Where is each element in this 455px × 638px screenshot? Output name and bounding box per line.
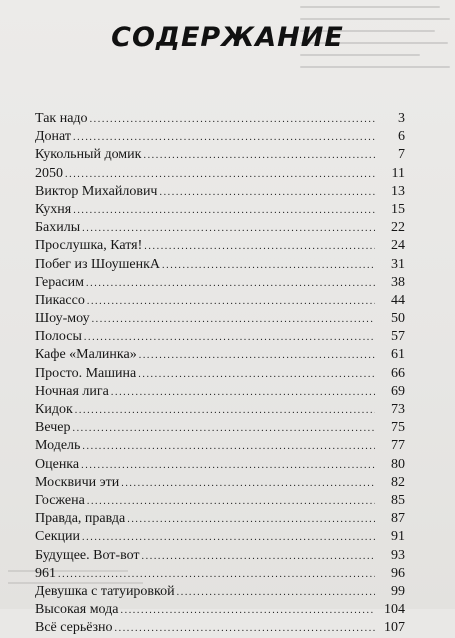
toc-entry	[35, 601, 405, 619]
toc-entry-page: 80	[391, 456, 405, 472]
toc-entry-title: Вечер	[35, 420, 71, 436]
toc-entry	[35, 201, 405, 219]
toc-entry-page: 91	[391, 529, 405, 545]
toc-leader-dots	[144, 238, 375, 256]
toc-entry-page: 61	[391, 347, 405, 363]
toc-leader-dots	[121, 602, 376, 620]
page-title: СОДЕРЖАНИЕ	[111, 22, 344, 53]
toc-leader-dots	[90, 111, 375, 129]
toc-entry	[35, 165, 405, 183]
toc-entry-page: 107	[384, 620, 405, 636]
toc-entry	[35, 346, 405, 364]
toc-entry-page: 77	[391, 438, 405, 454]
toc-entry-page: 11	[391, 165, 405, 181]
toc-entry-page: 24	[391, 238, 405, 254]
toc-leader-dots	[111, 384, 375, 402]
toc-entry-page: 15	[391, 201, 405, 217]
toc-entry-title: Герасим	[35, 274, 85, 290]
toc-entry-page: 75	[391, 420, 405, 436]
toc-leader-dots	[82, 438, 375, 456]
toc-entry-title: Бахилы	[35, 220, 81, 236]
toc-entry	[35, 219, 405, 237]
toc-entry-title: Оценка	[35, 456, 80, 472]
toc-entry-page: 44	[391, 292, 405, 308]
toc-entry-title: 961	[35, 565, 56, 581]
toc-entry-page: 31	[391, 256, 405, 272]
toc-entry-page: 7	[398, 147, 405, 163]
toc-entry	[35, 528, 405, 546]
toc-entry	[35, 292, 405, 310]
toc-entry-title: Кидок	[35, 402, 73, 417]
toc-leader-dots	[81, 457, 375, 475]
toc-leader-dots	[82, 220, 375, 238]
toc-entry	[35, 365, 405, 383]
toc-leader-dots	[86, 275, 375, 293]
toc-entry-title: 2050	[35, 165, 63, 181]
toc-entry	[35, 237, 405, 255]
toc-entry	[35, 619, 405, 637]
toc-leader-dots	[177, 584, 375, 602]
toc-leader-dots	[143, 147, 375, 165]
toc-entry-title: Кафе «Малинка»	[35, 347, 137, 363]
toc-entry-title: Кухня	[35, 201, 72, 217]
toc-leader-dots	[65, 166, 375, 184]
toc-leader-dots	[87, 293, 375, 311]
toc-entry	[35, 110, 405, 128]
toc-entry-page: 82	[391, 474, 405, 490]
toc-entry	[35, 510, 405, 528]
toc-entry	[35, 183, 405, 201]
toc-leader-dots	[92, 311, 375, 329]
toc-entry	[35, 583, 405, 601]
toc-entry-title: Высокая мода	[35, 602, 119, 618]
toc-entry-page: 6	[398, 129, 405, 145]
toc-leader-dots	[121, 475, 375, 493]
toc-entry-title: Побег из ШоушенкА	[35, 256, 161, 272]
toc-entry	[35, 419, 405, 437]
toc-entry-title: Будущее. Вот-вот	[35, 547, 140, 563]
toc-entry-page: 38	[391, 274, 405, 290]
toc-entry-title: Шоу-моу	[35, 311, 90, 327]
toc-entry-page: 13	[391, 183, 405, 199]
toc-leader-dots	[73, 202, 375, 220]
toc-entry	[35, 437, 405, 455]
toc-leader-dots	[142, 548, 375, 566]
toc-entry-page: 57	[391, 329, 405, 345]
toc-entry-title: Просто. Машина	[35, 365, 137, 381]
toc-entry-page: 50	[391, 311, 405, 327]
toc-entry-page: 85	[391, 492, 405, 508]
toc-entry	[35, 146, 405, 164]
toc-entry-title: Госжена	[35, 492, 85, 508]
toc-entry-page: 93	[391, 547, 405, 563]
toc-leader-dots	[84, 329, 375, 347]
toc-entry	[35, 492, 405, 510]
toc-entry-page: 104	[384, 602, 405, 618]
toc-entry-page: 22	[391, 220, 405, 236]
toc-leader-dots	[138, 366, 375, 384]
table-of-contents	[35, 110, 405, 637]
toc-entry	[35, 401, 405, 419]
toc-entry-title: Донат	[35, 129, 72, 145]
toc-entry-title: Полосы	[35, 329, 82, 345]
toc-entry	[35, 310, 405, 328]
toc-leader-dots	[115, 620, 376, 638]
toc-leader-dots	[82, 529, 375, 547]
toc-entry	[35, 547, 405, 565]
toc-entry	[35, 456, 405, 474]
toc-entry-title: Девушка с татуировкой	[35, 583, 175, 599]
toc-entry-title: Ночная лига	[35, 383, 109, 399]
toc-entry-title: Модель	[35, 438, 81, 454]
toc-entry	[35, 328, 405, 346]
toc-entry	[35, 274, 405, 292]
toc-entry-page: 3	[398, 111, 405, 126]
toc-entry	[35, 128, 405, 146]
toc-entry	[35, 256, 405, 274]
toc-leader-dots	[159, 184, 375, 202]
toc-entry-title: Виктор Михайлович	[35, 183, 158, 199]
toc-entry	[35, 383, 405, 401]
toc-entry-title: Пикассо	[35, 292, 85, 308]
toc-leader-dots	[139, 347, 375, 365]
toc-entry-page: 87	[391, 511, 405, 527]
toc-leader-dots	[127, 511, 375, 529]
toc-entry-page: 73	[391, 402, 405, 417]
toc-entry-title: Прослушка, Катя!	[35, 238, 143, 254]
toc-leader-dots	[75, 402, 375, 420]
toc-entry-page: 66	[391, 365, 405, 381]
toc-entry-title: Правда, правда	[35, 511, 126, 527]
toc-entry-title: Кукольный домик	[35, 147, 142, 163]
toc-entry	[35, 474, 405, 492]
toc-leader-dots	[72, 420, 375, 438]
toc-entry-page: 99	[391, 583, 405, 599]
toc-leader-dots	[58, 566, 375, 584]
toc-leader-dots	[87, 493, 375, 511]
toc-entry	[35, 565, 405, 583]
toc-entry-title: Так надо	[35, 111, 88, 126]
toc-leader-dots	[73, 129, 375, 147]
toc-leader-dots	[162, 257, 375, 275]
toc-entry-title: Всё серьёзно	[35, 620, 113, 636]
toc-entry-page: 69	[391, 383, 405, 399]
toc-entry-page: 96	[391, 565, 405, 581]
toc-entry-title: Секции	[35, 529, 81, 545]
toc-entry-title: Москвичи эти	[35, 474, 120, 490]
